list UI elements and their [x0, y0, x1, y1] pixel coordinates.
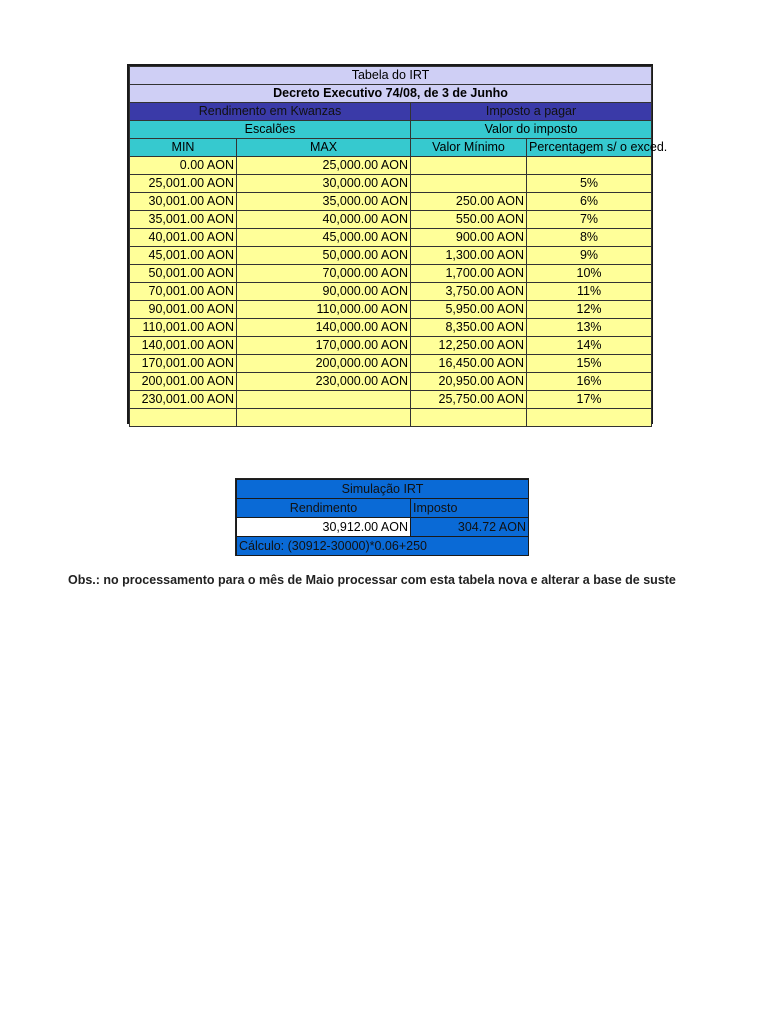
irt-table [127, 64, 668, 424]
min-value-cell: 1,700.00 AON [411, 265, 527, 283]
pct-cell: 6% [527, 193, 652, 211]
max-cell: 90,000.00 AON [237, 283, 411, 301]
min-value-cell: 900.00 AON [411, 229, 527, 247]
table-row [130, 301, 652, 319]
min-value-cell: 20,950.00 AON [411, 373, 527, 391]
pct-cell: 14% [527, 337, 652, 355]
min-cell: 40,001.00 AON [130, 229, 237, 247]
pct-cell: 9% [527, 247, 652, 265]
table-bottom-edge [130, 409, 652, 427]
min-cell: 0.00 AON [130, 157, 237, 175]
income-label: Rendimento [237, 499, 411, 518]
pct-cell: 16% [527, 373, 652, 391]
min-cell: 200,001.00 AON [130, 373, 237, 391]
max-cell: 110,000.00 AON [237, 301, 411, 319]
table-row [130, 247, 652, 265]
min-cell: 25,001.00 AON [130, 175, 237, 193]
col-min-value-header: Valor Mínimo [411, 139, 527, 157]
pct-cell: 11% [527, 283, 652, 301]
max-cell: 200,000.00 AON [237, 355, 411, 373]
simulation-title: Simulação IRT [237, 480, 529, 499]
table-row [130, 319, 652, 337]
min-cell: 170,001.00 AON [130, 355, 237, 373]
min-cell: 110,001.00 AON [130, 319, 237, 337]
min-value-cell: 8,350.00 AON [411, 319, 527, 337]
table-row [130, 373, 652, 391]
pct-cell: 8% [527, 229, 652, 247]
min-value-cell: 550.00 AON [411, 211, 527, 229]
pct-cell: 10% [527, 265, 652, 283]
observation-note: Obs.: no processamento para o mês de Maio processar com esta tabela nova e alterar a base de suste [68, 573, 676, 587]
tax-section-header: Imposto a pagar [411, 103, 652, 121]
min-value-cell: 25,750.00 AON [411, 391, 527, 409]
tax-result-cell: 304.72 AON [411, 518, 529, 537]
tax-label: Imposto [411, 499, 529, 518]
min-value-cell: 1,300.00 AON [411, 247, 527, 265]
min-cell: 230,001.00 AON [130, 391, 237, 409]
min-cell: 140,001.00 AON [130, 337, 237, 355]
col-max-header: MAX [237, 139, 411, 157]
table-row [130, 391, 652, 409]
table-row [130, 337, 652, 355]
bands-header: Escalões [130, 121, 411, 139]
pct-cell: 17% [527, 391, 652, 409]
table-row [130, 193, 652, 211]
max-cell: 70,000.00 AON [237, 265, 411, 283]
max-cell: 50,000.00 AON [237, 247, 411, 265]
min-cell: 50,001.00 AON [130, 265, 237, 283]
empty-cell [130, 409, 237, 427]
max-cell: 230,000.00 AON [237, 373, 411, 391]
table-row [130, 229, 652, 247]
min-value-cell: 250.00 AON [411, 193, 527, 211]
table-row [130, 355, 652, 373]
irt-simulation [235, 478, 529, 556]
min-cell: 35,001.00 AON [130, 211, 237, 229]
min-cell: 90,001.00 AON [130, 301, 237, 319]
table-row [130, 283, 652, 301]
min-value-cell [411, 157, 527, 175]
min-cell: 45,001.00 AON [130, 247, 237, 265]
empty-cell [237, 409, 411, 427]
empty-cell [411, 409, 527, 427]
min-value-cell: 16,450.00 AON [411, 355, 527, 373]
max-cell [237, 391, 411, 409]
income-section-header: Rendimento em Kwanzas [130, 103, 411, 121]
min-cell: 30,001.00 AON [130, 193, 237, 211]
table-row [130, 265, 652, 283]
min-cell: 70,001.00 AON [130, 283, 237, 301]
table-row [130, 211, 652, 229]
max-cell: 35,000.00 AON [237, 193, 411, 211]
simulation-grid [236, 479, 529, 556]
table-title: Tabela do IRT [130, 67, 652, 85]
pct-cell: 12% [527, 301, 652, 319]
table-row [130, 157, 652, 175]
decree-heading: Decreto Executivo 74/08, de 3 de Junho [130, 85, 652, 103]
income-input-cell[interactable]: 30,912.00 AON [237, 518, 411, 537]
pct-cell: 7% [527, 211, 652, 229]
max-cell: 170,000.00 AON [237, 337, 411, 355]
col-pct-header: Percentagem s/ o exced. [527, 139, 652, 157]
irt-grid [129, 66, 668, 427]
pct-cell: 15% [527, 355, 652, 373]
table-row [130, 175, 652, 193]
max-cell: 45,000.00 AON [237, 229, 411, 247]
min-value-cell: 5,950.00 AON [411, 301, 527, 319]
max-cell: 40,000.00 AON [237, 211, 411, 229]
pct-cell [527, 157, 652, 175]
calculation-formula: Cálculo: (30912-30000)*0.06+250 [237, 537, 529, 556]
max-cell: 30,000.00 AON [237, 175, 411, 193]
tax-value-header: Valor do imposto [411, 121, 652, 139]
pct-cell: 5% [527, 175, 652, 193]
empty-cell [527, 409, 652, 427]
max-cell: 140,000.00 AON [237, 319, 411, 337]
min-value-cell: 3,750.00 AON [411, 283, 527, 301]
col-min-header: MIN [130, 139, 237, 157]
pct-cell: 13% [527, 319, 652, 337]
min-value-cell [411, 175, 527, 193]
max-cell: 25,000.00 AON [237, 157, 411, 175]
min-value-cell: 12,250.00 AON [411, 337, 527, 355]
